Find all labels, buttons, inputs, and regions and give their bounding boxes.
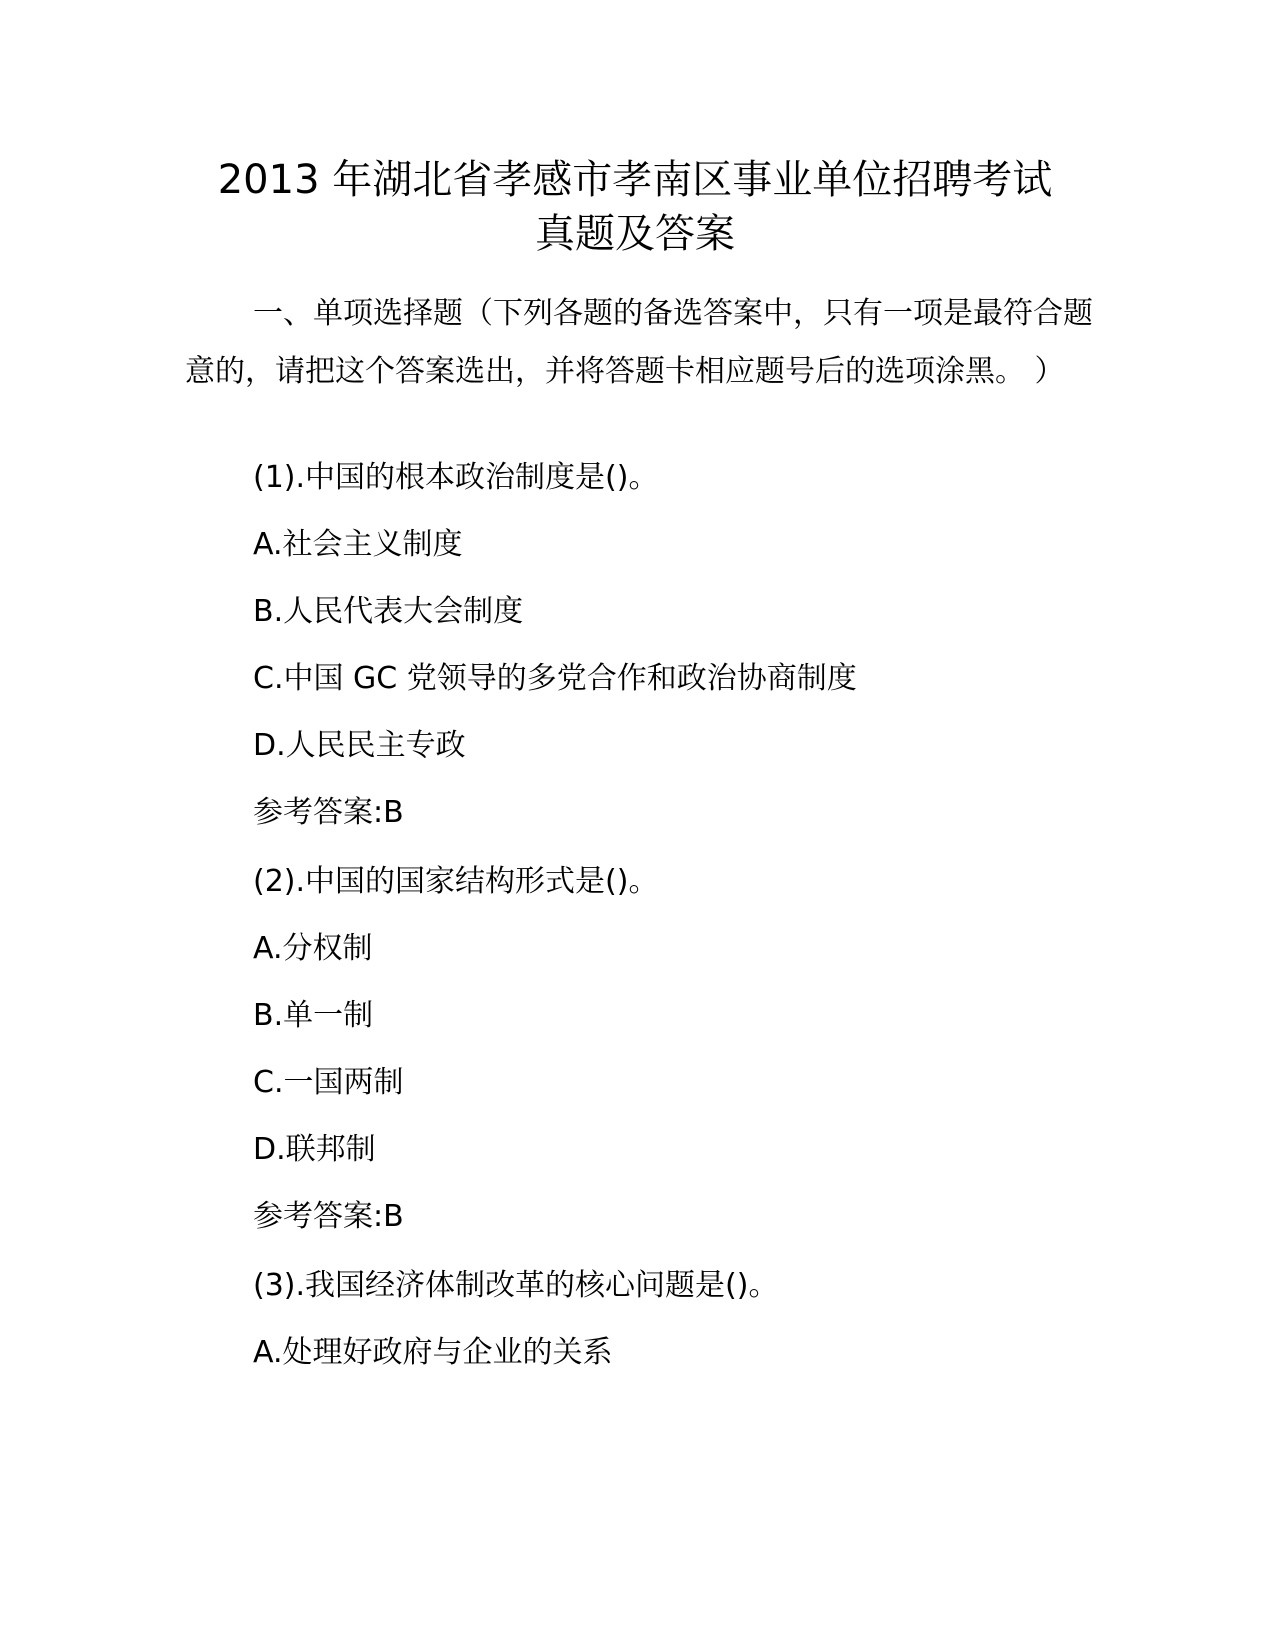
document-title (185, 153, 1085, 261)
question-option: A.分权制 (253, 931, 373, 966)
section-intro: 一、单项选择题（下列各题的备选答案中，只有一项是最符合题意的，请把这个答案选出，并将答题卡相应题号后的选项涂黑。 ） (185, 296, 1093, 389)
question-option: C.中国 GC 党领导的多党合作和政治协商制度 (253, 661, 857, 696)
answer-line: 参考答案:B (253, 1199, 404, 1234)
question-option: B.人民代表大会制度 (253, 594, 524, 629)
question-option: C.一国两制 (253, 1065, 404, 1100)
question-option: A.社会主义制度 (253, 527, 463, 562)
title-line-1: 2013 年湖北省孝感市孝南区事业单位招聘考试 (217, 157, 1053, 203)
title-line-2: 真题及答案 (535, 211, 735, 257)
question-stem: (3).我国经济体制改革的核心问题是()。 (253, 1268, 779, 1303)
question-option: D.人民民主专政 (253, 728, 466, 763)
question-stem: (2).中国的国家结构形式是()。 (253, 864, 659, 899)
question-option: A.处理好政府与企业的关系 (253, 1335, 613, 1370)
question-option: D.联邦制 (253, 1132, 376, 1167)
question-stem: (1).中国的根本政治制度是()。 (253, 460, 659, 495)
question-option: B.单一制 (253, 998, 374, 1033)
answer-line: 参考答案:B (253, 795, 404, 830)
